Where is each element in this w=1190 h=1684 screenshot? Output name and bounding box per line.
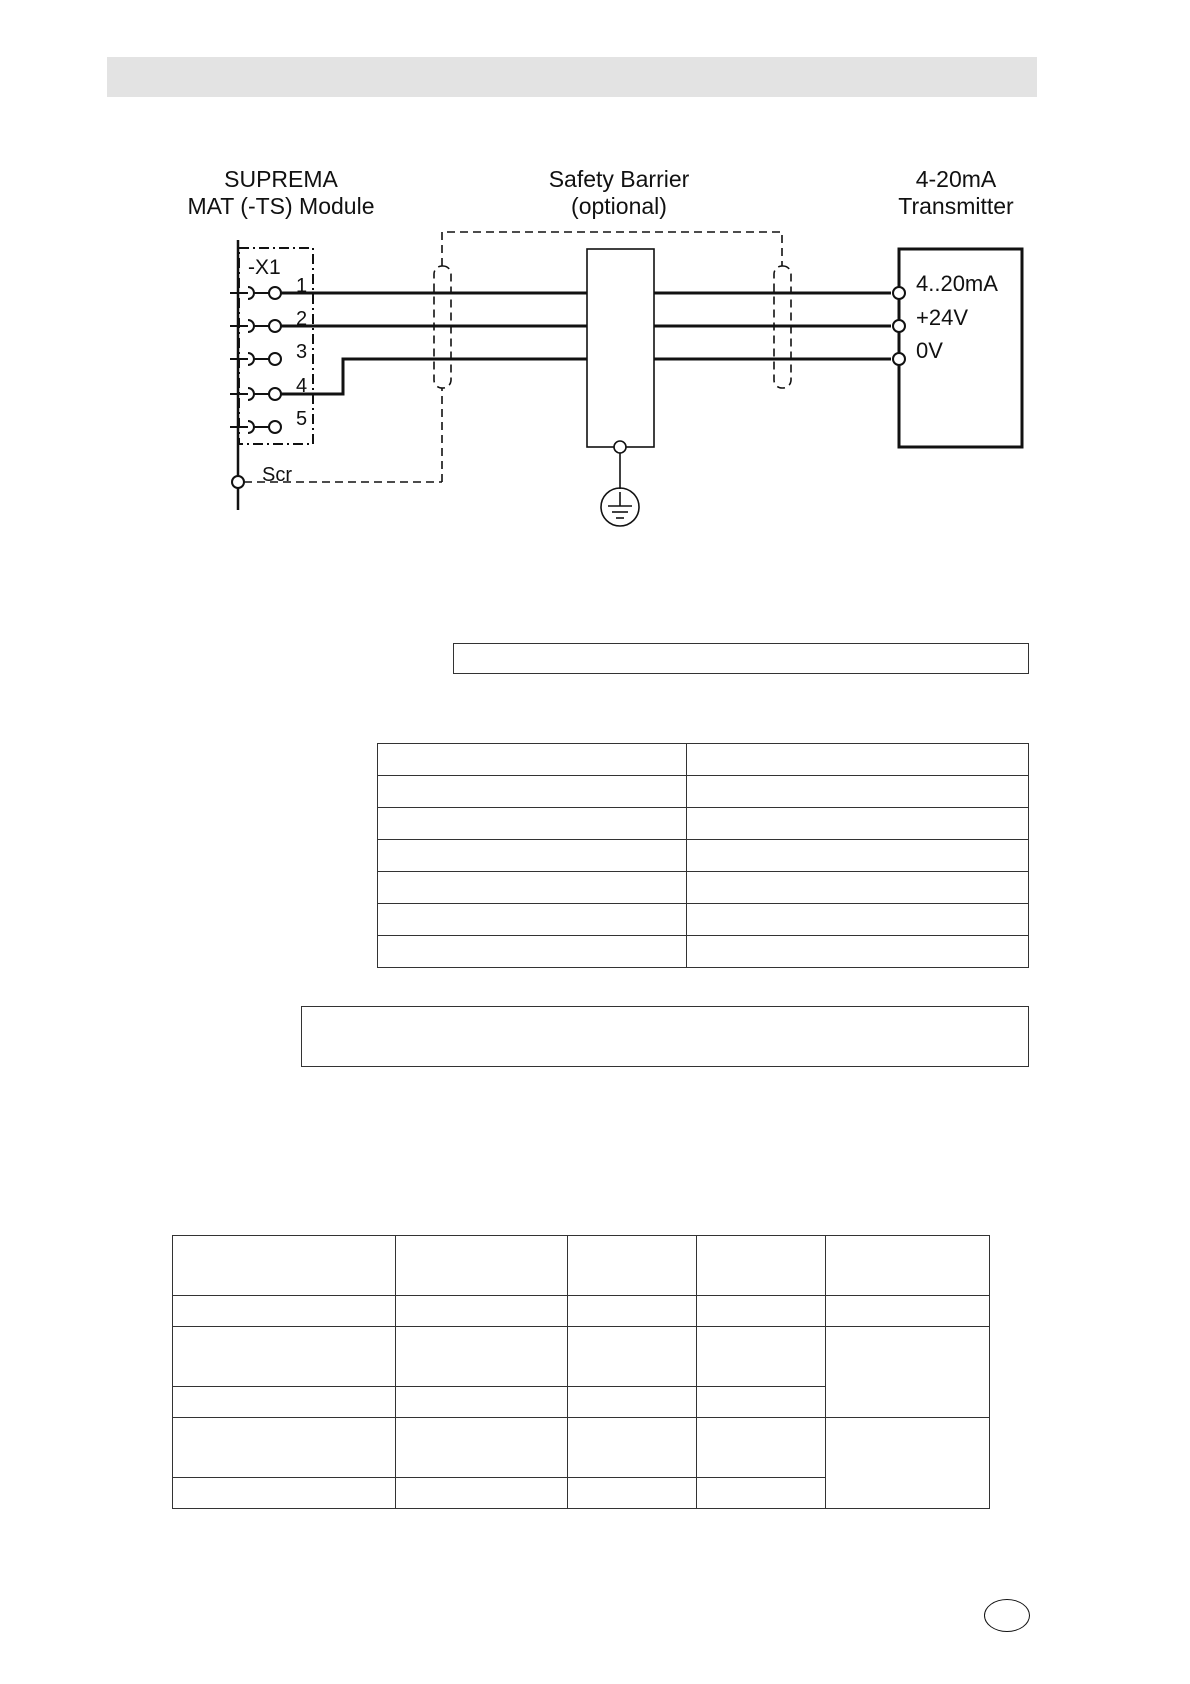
table-row [378,872,1029,904]
barrier-title-line1: Safety Barrier [548,166,690,192]
table-cell [396,1296,568,1327]
blank-field-box [453,643,1029,674]
terminal-number-3: 3 [296,341,308,363]
table-cell [697,1327,826,1387]
transmitter-label-signal: 4..20mA [916,271,998,296]
transmitter-terminal-signal [893,287,905,299]
table-cell [568,1296,697,1327]
barrier-ground-terminal [614,441,626,453]
table-cell [826,1296,990,1327]
barrier-title-line2: (optional) [571,193,667,219]
table-row [173,1418,990,1478]
table-cell [378,776,687,808]
terminal-number-2: 2 [296,308,308,330]
table-cell [396,1418,568,1478]
table-row [378,776,1029,808]
table-cell [687,872,1029,904]
module-title-line2: MAT (-TS) Module [187,193,375,219]
table-cell [378,808,687,840]
table-row [173,1296,990,1327]
table-cell [697,1478,826,1509]
transmitter-label-24v: +24V [916,305,968,330]
table-cell [173,1418,396,1478]
terminal-number-5: 5 [296,408,308,430]
transmitter-terminal-0v [893,353,905,365]
module-title-line1: SUPREMA [224,166,338,192]
table-row [378,840,1029,872]
table-cell [396,1478,568,1509]
screen-terminal [232,476,244,488]
table-cell [687,840,1029,872]
table-cell [173,1236,396,1296]
table-cell [687,808,1029,840]
transmitter-title-line2: Transmitter [898,193,1014,219]
transmitter-terminal-24v [893,320,905,332]
table-merged-cell [826,1418,990,1509]
table-cell [568,1478,697,1509]
connector-label: -X1 [248,256,281,279]
page-marker-oval-icon [984,1599,1030,1632]
transmitter-label-0v: 0V [916,338,943,363]
table-cell [396,1327,568,1387]
table-cell [697,1236,826,1296]
table-cell [687,904,1029,936]
table-row [378,904,1029,936]
table-cell [173,1327,396,1387]
table-cell [697,1387,826,1418]
table-row [378,808,1029,840]
table-merged-cell [826,1327,990,1418]
table-cell [826,1236,990,1296]
table-cell [687,744,1029,776]
table-header-row [173,1236,990,1296]
table-row [173,1327,990,1387]
table-cell [568,1387,697,1418]
table-2 [172,1235,990,1509]
table-cell [173,1478,396,1509]
table-row [378,936,1029,968]
signal-wires [281,293,891,394]
table-cell [378,936,687,968]
terminal-number-4: 4 [296,375,308,397]
note-box [301,1006,1029,1067]
terminal-number-1: 1 [296,275,308,297]
table-cell [568,1327,697,1387]
table-cell [173,1387,396,1418]
wiring-diagram [0,0,1190,560]
table-cell [697,1296,826,1327]
table-cell [396,1387,568,1418]
table-cell [378,904,687,936]
table-cell [378,744,687,776]
table-cell [378,872,687,904]
table-cell [173,1296,396,1327]
table-cell [568,1418,697,1478]
table-cell [687,936,1029,968]
table-cell [687,776,1029,808]
table-cell [697,1418,826,1478]
screen-label: Scr [262,464,292,486]
ground-symbol-icon [601,488,639,526]
wire-4 [281,359,891,394]
table-cell [378,840,687,872]
safety-barrier-box [587,249,654,447]
table-cell [396,1236,568,1296]
table-cell [568,1236,697,1296]
table-1 [377,743,1029,968]
transmitter-title-line1: 4-20mA [915,166,997,192]
table-row [378,744,1029,776]
